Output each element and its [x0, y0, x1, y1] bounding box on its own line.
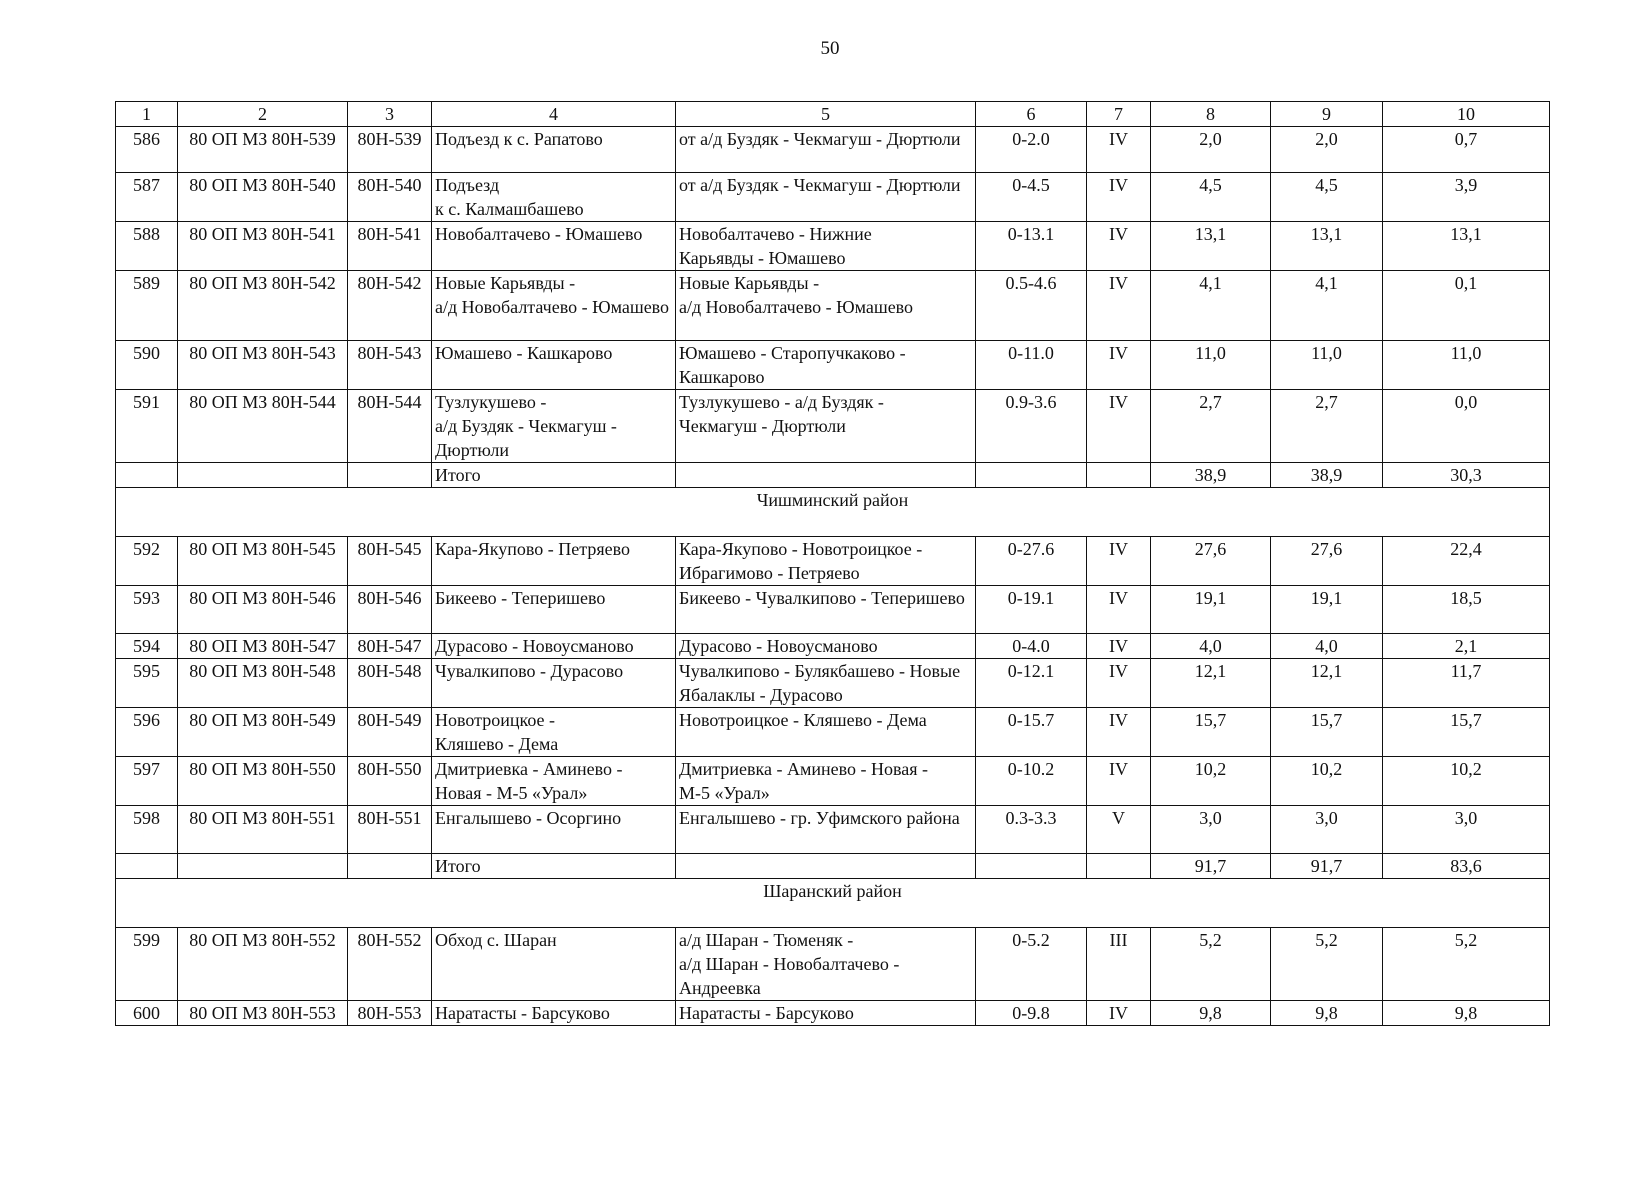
cell-c10: 3,9	[1383, 173, 1550, 222]
total-c10: 83,6	[1383, 854, 1550, 879]
cell-route: Бикеево - Чувалкипово - Теперишево	[676, 586, 976, 634]
cell-cat: IV	[1087, 127, 1151, 173]
cell-num: 80Н-542	[348, 271, 432, 341]
roads-table-body	[116, 102, 1550, 1026]
cell-cat: IV	[1087, 659, 1151, 708]
table-row	[116, 708, 1550, 757]
cell-c9: 2,7	[1271, 390, 1383, 463]
district-title: Шаранский район	[116, 879, 1550, 928]
cell-n: 587	[116, 173, 178, 222]
total-label: Итого	[432, 854, 676, 879]
cell-c9: 15,7	[1271, 708, 1383, 757]
cell-code: 80 ОП МЗ 80Н-545	[178, 537, 348, 586]
cell-km: 0-9.8	[976, 1001, 1087, 1026]
cell-name: Енгалышево - Осоргино	[432, 806, 676, 854]
cell-name: Юмашево - Кашкарово	[432, 341, 676, 390]
cell-c9: 4,5	[1271, 173, 1383, 222]
cell-code: 80 ОП МЗ 80Н-550	[178, 757, 348, 806]
cell-km: 0-10.2	[976, 757, 1087, 806]
cell-n: 588	[116, 222, 178, 271]
cell-c8: 15,7	[1151, 708, 1271, 757]
cell-route: Новотроицкое - Кляшево - Дема	[676, 708, 976, 757]
cell-name: Дмитриевка - Аминево - Новая - М-5 «Урал»	[432, 757, 676, 806]
cell-c8: 12,1	[1151, 659, 1271, 708]
cell-n: 591	[116, 390, 178, 463]
cell-c9: 4,1	[1271, 271, 1383, 341]
cell-num: 80Н-550	[348, 757, 432, 806]
table-row	[116, 634, 1550, 659]
cell-num: 80Н-549	[348, 708, 432, 757]
column-number-cell: 4	[432, 102, 676, 127]
cell-route: Новобалтачево - Нижние Карьявды - Юмашево	[676, 222, 976, 271]
cell-km: 0-12.1	[976, 659, 1087, 708]
empty-cell	[1087, 854, 1151, 879]
cell-cat: IV	[1087, 634, 1151, 659]
cell-code: 80 ОП МЗ 80Н-547	[178, 634, 348, 659]
cell-c8: 27,6	[1151, 537, 1271, 586]
district-section-row	[116, 488, 1550, 537]
cell-c9: 4,0	[1271, 634, 1383, 659]
cell-route: Юмашево - Старопучкаково - Кашкарово	[676, 341, 976, 390]
cell-route: Наратасты - Барсуково	[676, 1001, 976, 1026]
cell-km: 0-4.5	[976, 173, 1087, 222]
cell-c8: 4,0	[1151, 634, 1271, 659]
cell-km: 0-11.0	[976, 341, 1087, 390]
empty-cell	[116, 854, 178, 879]
cell-cat: IV	[1087, 390, 1151, 463]
cell-km: 0-19.1	[976, 586, 1087, 634]
cell-code: 80 ОП МЗ 80Н-548	[178, 659, 348, 708]
empty-cell	[1087, 463, 1151, 488]
cell-km: 0.3-3.3	[976, 806, 1087, 854]
cell-num: 80Н-552	[348, 928, 432, 1001]
cell-route: Енгалышево - гр. Уфимского района	[676, 806, 976, 854]
cell-code: 80 ОП МЗ 80Н-540	[178, 173, 348, 222]
empty-cell	[178, 463, 348, 488]
table-row	[116, 341, 1550, 390]
cell-n: 595	[116, 659, 178, 708]
table-row	[116, 127, 1550, 173]
cell-c8: 5,2	[1151, 928, 1271, 1001]
cell-name: Бикеево - Теперишево	[432, 586, 676, 634]
cell-c8: 2,7	[1151, 390, 1271, 463]
cell-c8: 4,1	[1151, 271, 1271, 341]
cell-code: 80 ОП МЗ 80Н-549	[178, 708, 348, 757]
cell-n: 590	[116, 341, 178, 390]
empty-cell	[676, 854, 976, 879]
cell-num: 80Н-541	[348, 222, 432, 271]
district-section-row	[116, 879, 1550, 928]
cell-route: от а/д Буздяк - Чекмагуш - Дюртюли	[676, 173, 976, 222]
column-number-cell: 5	[676, 102, 976, 127]
cell-km: 0-13.1	[976, 222, 1087, 271]
column-number-cell: 10	[1383, 102, 1550, 127]
cell-c10: 9,8	[1383, 1001, 1550, 1026]
column-number-cell: 6	[976, 102, 1087, 127]
cell-c9: 5,2	[1271, 928, 1383, 1001]
cell-c9: 2,0	[1271, 127, 1383, 173]
cell-code: 80 ОП МЗ 80Н-551	[178, 806, 348, 854]
cell-cat: IV	[1087, 757, 1151, 806]
roads-table	[115, 101, 1550, 1026]
cell-cat: V	[1087, 806, 1151, 854]
cell-code: 80 ОП МЗ 80Н-541	[178, 222, 348, 271]
empty-cell	[976, 463, 1087, 488]
cell-c9: 12,1	[1271, 659, 1383, 708]
total-row	[116, 854, 1550, 879]
empty-cell	[676, 463, 976, 488]
cell-c10: 0,1	[1383, 271, 1550, 341]
column-number-header-row	[116, 102, 1550, 127]
cell-num: 80Н-546	[348, 586, 432, 634]
cell-c8: 4,5	[1151, 173, 1271, 222]
cell-cat: IV	[1087, 341, 1151, 390]
cell-c10: 13,1	[1383, 222, 1550, 271]
empty-cell	[976, 854, 1087, 879]
empty-cell	[348, 854, 432, 879]
cell-num: 80Н-539	[348, 127, 432, 173]
cell-n: 593	[116, 586, 178, 634]
cell-c8: 13,1	[1151, 222, 1271, 271]
district-title: Чишминский район	[116, 488, 1550, 537]
cell-c9: 10,2	[1271, 757, 1383, 806]
cell-name: Дурасово - Новоусманово	[432, 634, 676, 659]
cell-name: Подъезд к с. Калмашбашево	[432, 173, 676, 222]
cell-code: 80 ОП МЗ 80Н-542	[178, 271, 348, 341]
table-row	[116, 928, 1550, 1001]
cell-n: 589	[116, 271, 178, 341]
cell-code: 80 ОП МЗ 80Н-553	[178, 1001, 348, 1026]
cell-c9: 9,8	[1271, 1001, 1383, 1026]
cell-km: 0-27.6	[976, 537, 1087, 586]
cell-km: 0-5.2	[976, 928, 1087, 1001]
cell-route: от а/д Буздяк - Чекмагуш - Дюртюли	[676, 127, 976, 173]
cell-n: 594	[116, 634, 178, 659]
cell-cat: IV	[1087, 173, 1151, 222]
cell-c10: 18,5	[1383, 586, 1550, 634]
cell-c9: 27,6	[1271, 537, 1383, 586]
empty-cell	[178, 854, 348, 879]
cell-name: Новотроицкое - Кляшево - Дема	[432, 708, 676, 757]
cell-name: Новобалтачево - Юмашево	[432, 222, 676, 271]
column-number-cell: 7	[1087, 102, 1151, 127]
cell-c10: 0,7	[1383, 127, 1550, 173]
cell-c10: 11,0	[1383, 341, 1550, 390]
cell-km: 0-2.0	[976, 127, 1087, 173]
cell-n: 586	[116, 127, 178, 173]
cell-name: Кара-Якупово - Петряево	[432, 537, 676, 586]
column-number-cell: 1	[116, 102, 178, 127]
cell-route: Дурасово - Новоусманово	[676, 634, 976, 659]
cell-km: 0-4.0	[976, 634, 1087, 659]
cell-code: 80 ОП МЗ 80Н-552	[178, 928, 348, 1001]
cell-km: 0.9-3.6	[976, 390, 1087, 463]
cell-route: Чувалкипово - Булякбашево - Новые Ябалаклы - Дурасово	[676, 659, 976, 708]
page-number: 50	[820, 38, 840, 59]
cell-code: 80 ОП МЗ 80Н-539	[178, 127, 348, 173]
cell-name: Чувалкипово - Дурасово	[432, 659, 676, 708]
cell-cat: III	[1087, 928, 1151, 1001]
cell-num: 80Н-544	[348, 390, 432, 463]
cell-c10: 5,2	[1383, 928, 1550, 1001]
cell-n: 592	[116, 537, 178, 586]
cell-num: 80Н-548	[348, 659, 432, 708]
cell-num: 80Н-540	[348, 173, 432, 222]
cell-cat: IV	[1087, 537, 1151, 586]
column-number-cell: 8	[1151, 102, 1271, 127]
cell-c10: 22,4	[1383, 537, 1550, 586]
table-row	[116, 390, 1550, 463]
cell-route: а/д Шаран - Тюменяк - а/д Шаран - Новобалтачево - Андреевка	[676, 928, 976, 1001]
cell-c8: 3,0	[1151, 806, 1271, 854]
cell-c10: 0,0	[1383, 390, 1550, 463]
cell-km: 0.5-4.6	[976, 271, 1087, 341]
table-row	[116, 1001, 1550, 1026]
table-row	[116, 222, 1550, 271]
cell-c10: 15,7	[1383, 708, 1550, 757]
cell-name: Тузлукушево - а/д Буздяк - Чекмагуш - Дюртюли	[432, 390, 676, 463]
cell-num: 80Н-551	[348, 806, 432, 854]
cell-c8: 11,0	[1151, 341, 1271, 390]
cell-name: Новые Карьявды - а/д Новобалтачево - Юмашево	[432, 271, 676, 341]
cell-name: Подъезд к с. Рапатово	[432, 127, 676, 173]
cell-route: Кара-Якупово - Новотроицкое - Ибрагимово - Петряево	[676, 537, 976, 586]
cell-c10: 2,1	[1383, 634, 1550, 659]
cell-code: 80 ОП МЗ 80Н-546	[178, 586, 348, 634]
cell-num: 80Н-545	[348, 537, 432, 586]
cell-cat: IV	[1087, 271, 1151, 341]
cell-c9: 19,1	[1271, 586, 1383, 634]
cell-n: 599	[116, 928, 178, 1001]
cell-c10: 11,7	[1383, 659, 1550, 708]
total-label: Итого	[432, 463, 676, 488]
cell-n: 596	[116, 708, 178, 757]
cell-cat: IV	[1087, 586, 1151, 634]
total-c9: 91,7	[1271, 854, 1383, 879]
table-row	[116, 757, 1550, 806]
table-row	[116, 586, 1550, 634]
cell-route: Тузлукушево - а/д Буздяк - Чекмагуш - Дюртюли	[676, 390, 976, 463]
cell-c9: 11,0	[1271, 341, 1383, 390]
cell-num: 80Н-543	[348, 341, 432, 390]
cell-n: 600	[116, 1001, 178, 1026]
cell-n: 598	[116, 806, 178, 854]
table-row	[116, 271, 1550, 341]
empty-cell	[348, 463, 432, 488]
cell-km: 0-15.7	[976, 708, 1087, 757]
cell-c8: 9,8	[1151, 1001, 1271, 1026]
cell-name: Наратасты - Барсуково	[432, 1001, 676, 1026]
table-row	[116, 537, 1550, 586]
column-number-cell: 2	[178, 102, 348, 127]
total-row	[116, 463, 1550, 488]
column-number-cell: 9	[1271, 102, 1383, 127]
cell-cat: IV	[1087, 1001, 1151, 1026]
cell-c9: 3,0	[1271, 806, 1383, 854]
total-c9: 38,9	[1271, 463, 1383, 488]
empty-cell	[116, 463, 178, 488]
cell-c8: 2,0	[1151, 127, 1271, 173]
cell-c8: 10,2	[1151, 757, 1271, 806]
total-c8: 38,9	[1151, 463, 1271, 488]
cell-c9: 13,1	[1271, 222, 1383, 271]
table-row	[116, 659, 1550, 708]
cell-num: 80Н-547	[348, 634, 432, 659]
cell-code: 80 ОП МЗ 80Н-544	[178, 390, 348, 463]
cell-num: 80Н-553	[348, 1001, 432, 1026]
cell-cat: IV	[1087, 708, 1151, 757]
table-row	[116, 173, 1550, 222]
cell-name: Обход с. Шаран	[432, 928, 676, 1001]
cell-c10: 3,0	[1383, 806, 1550, 854]
cell-c10: 10,2	[1383, 757, 1550, 806]
table-row	[116, 806, 1550, 854]
total-c8: 91,7	[1151, 854, 1271, 879]
cell-code: 80 ОП МЗ 80Н-543	[178, 341, 348, 390]
total-c10: 30,3	[1383, 463, 1550, 488]
cell-n: 597	[116, 757, 178, 806]
cell-c8: 19,1	[1151, 586, 1271, 634]
cell-route: Новые Карьявды - а/д Новобалтачево - Юмашево	[676, 271, 976, 341]
cell-route: Дмитриевка - Аминево - Новая - М-5 «Урал»	[676, 757, 976, 806]
column-number-cell: 3	[348, 102, 432, 127]
cell-cat: IV	[1087, 222, 1151, 271]
